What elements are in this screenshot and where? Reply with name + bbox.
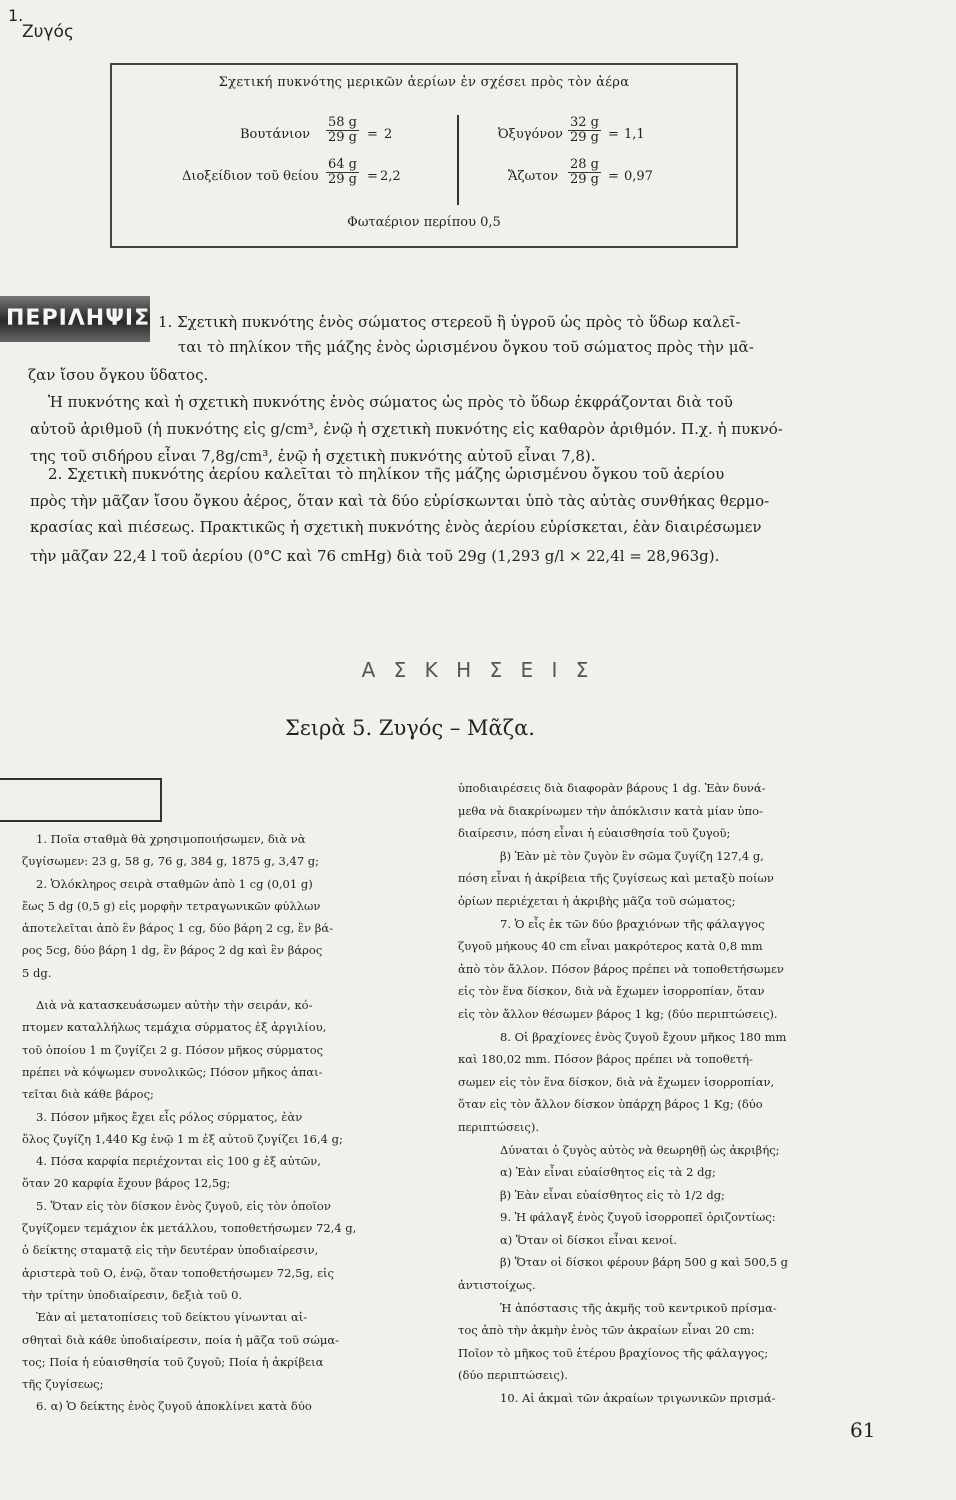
text-line: α) Ἐὰν εἶναι εὐαίσθητος εἰς τὰ 2 dg;: [500, 1165, 716, 1180]
fraction-numerator: 28 g: [570, 157, 599, 172]
page-number: 61: [850, 1418, 876, 1442]
text-line: ζυγίζομεν τεμάχιον ἐκ μετάλλου, τοποθετήσωμεν 72,4 g,: [22, 1221, 357, 1236]
section-number: 1.: [8, 6, 24, 25]
text-line: τῆς ζυγίσεως;: [22, 1377, 104, 1392]
text-line: 6. α) Ὁ δείκτης ἑνὸς ζυγοῦ ἀποκλίνει κατὰ δύο: [36, 1399, 312, 1414]
right-column: [458, 777, 788, 1410]
text-line: σθηταὶ διὰ κάθε ὑποδιαίρεσιν, ποία ἡ μᾶζα τοῦ σώμα-: [22, 1332, 339, 1347]
text-line: 7. Ὁ εἷς ἐκ τῶν δύο βραχιόνων τῆς φάλαγγος: [500, 916, 765, 931]
table-value: 2,2: [380, 169, 401, 184]
table-gas-name: Ἄζωτον: [508, 169, 559, 184]
text-line: τεῖται διὰ κάθε βάρος;: [22, 1087, 154, 1102]
summary-line: κρασίας καὶ πιέσεως. Πρακτικῶς ἡ σχετικὴ πυκνότης ἑνὸς ἀερίου εὑρίσκεται, ἐὰν διαιρέσωμεν: [30, 518, 762, 536]
density-table: [110, 63, 738, 248]
text-line: τοῦ ὁποίου 1 m ζυγίζει 2 g. Πόσον μῆκος σύρματος: [22, 1042, 324, 1057]
text-line: πόση εἶναι ἡ ἀκρίβεια τῆς ζυγίσεως καὶ μεταξὺ ποίων: [458, 871, 774, 886]
text-line: ζυγίσωμεν: 23 g, 58 g, 76 g, 384 g, 1875 g, 3,47 g;: [22, 854, 320, 869]
text-line: πρέπει νὰ κόψωμεν συνολικῶς; Πόσον μῆκος ἀπαι-: [22, 1064, 323, 1079]
table-fraction: [568, 116, 601, 145]
fraction-denominator: 29 g: [328, 130, 357, 145]
text-line: 8. Οἱ βραχίονες ἑνὸς ζυγοῦ ἔχουν μῆκος 180 mm: [500, 1029, 787, 1044]
fraction-numerator: 64 g: [328, 157, 357, 172]
text-line: 5. Ὅταν εἰς τὸν δίσκον ἑνὸς ζυγοῦ, εἰς τὸν ὁποῖον: [36, 1198, 331, 1213]
text-line: β) Ἐὰν μὲ τὸν ζυγὸν ἓν σῶμα ζυγίζη 127,4 g,: [500, 848, 764, 863]
text-line: Ἐὰν αἱ μετατοπίσεις τοῦ δείκτου γίνωνται αἰ-: [36, 1310, 308, 1325]
text-line: 1. Ποῖα σταθμὰ θὰ χρησιμοποιήσωμεν, διὰ νὰ: [36, 832, 306, 846]
table-value: 0,97: [624, 169, 653, 184]
text-line: ἀπὸ τὸν ἄλλον. Πόσον βάρος πρέπει νὰ τοποθετήσωμεν: [458, 961, 784, 976]
summary-line: 2. Σχετικὴ πυκνότης ἀερίου καλεῖται τὸ πηλίκον τῆς μάζης ὡρισμένου ὄγκου τοῦ ἀερίου: [48, 465, 725, 483]
table-divider: [457, 115, 459, 205]
table-gas-name: Ὀξυγόνον: [498, 127, 563, 142]
text-line: πτομεν καταλλήλως τεμάχια σύρματος ἐξ ἀργιλίου,: [22, 1020, 327, 1035]
table-gas-name: Διοξείδιον τοῦ θείου: [182, 169, 319, 184]
text-line: 9. Ἡ φάλαγξ ἑνὸς ζυγοῦ ἰσορροπεῖ ὁριζοντίως:: [500, 1210, 776, 1225]
section-title: Ζυγός: [22, 22, 74, 42]
table-value: 2: [384, 127, 393, 142]
left-column: [22, 828, 356, 1418]
table-gas-name: Βουτάνιον: [240, 127, 310, 142]
text-line: α) Ὅταν οἱ δίσκοι εἶναι κενοί.: [500, 1232, 678, 1247]
text-line: μεθα νὰ διακρίνωμεν τὴν ἀπόκλισιν κατὰ μίαν ὑπο-: [458, 803, 763, 818]
text-line: (δύο περιπτώσεις).: [458, 1368, 568, 1383]
table-title: Σχετική πυκνότης μερικῶν ἀερίων ἐν σχέσει πρὸς τὸν ἀέρα: [218, 75, 630, 90]
text-line: ἀντιστοίχως.: [458, 1278, 536, 1293]
text-line: ζυγοῦ μήκους 40 cm εἶναι μακρότερος κατὰ 0,8 mm: [458, 939, 763, 954]
summary-line: ζαν ἴσου ὄγκου ὕδατος.: [28, 366, 209, 384]
text-line: ὅταν εἰς τὸν ἄλλον δίσκον ὑπάρχη βάρος 1 Kg; (δύο: [458, 1097, 763, 1112]
table-fraction: [568, 158, 601, 187]
summary-line: ται τὸ πηλίκον τῆς μάζης ἑνὸς ὡρισμένου ὄγκου τοῦ σώματος πρὸς τὴν μᾶ-: [178, 338, 754, 356]
summary-banner: ΠΕΡΙΛΗΨΙΣ: [0, 296, 150, 342]
summary-line: της τοῦ σιδήρου εἶναι 7,8g/cm³, ἐνῷ ἡ σχετικὴ πυκνότης αὐτοῦ εἶναι 7,8).: [30, 447, 596, 465]
text-line: Διὰ νὰ κατασκευάσωμεν αὐτὴν τὴν σειράν, κό-: [36, 998, 313, 1013]
summary-line: πρὸς τὴν μᾶζαν ἴσου ὄγκου ἀέρος, ὅταν καὶ τὰ δύο εὑρίσκωνται ὑπὸ τὰς αὐτὰς συνθήκας θερμο-: [30, 492, 770, 510]
text-line: 5 dg.: [22, 965, 52, 980]
section-box: [0, 778, 162, 822]
fraction-numerator: 58 g: [328, 115, 357, 130]
table-fraction: [326, 116, 359, 145]
equals-sign: =: [608, 169, 619, 184]
summary-line: Ἡ πυκνότης καὶ ἡ σχετικὴ πυκνότης ἑνὸς σώματος ὡς πρὸς τὸ ὕδωρ ἐκφράζονται διὰ τοῦ: [48, 393, 733, 411]
equals-sign: =: [367, 169, 378, 184]
text-line: 2. Ὁλόκληρος σειρὰ σταθμῶν ἀπὸ 1 cg (0,01 g): [36, 876, 313, 891]
table-footer: Φωταέριον περίπου 0,5: [347, 215, 501, 230]
text-line: ὁ δείκτης σταματᾷ εἰς τὴν δευτέραν ὑποδιαίρεσιν,: [22, 1243, 319, 1258]
summary-line: αὐτοῦ ἀριθμοῦ (ἡ πυκνότης εἰς g/cm³, ἐνῷ ἡ σχετικὴ πυκνότης εἰς καθαρὸν ἀριθμόν. Π.χ. ἡ πυκνό-: [30, 420, 783, 438]
text-line: ἀριστερὰ τοῦ Ο, ἐνῷ, ὅταν τοποθετήσωμεν 72,5g, εἰς: [22, 1265, 334, 1280]
table-fraction: [326, 158, 359, 187]
text-line: Ἡ ἀπόστασις τῆς ἀκμῆς τοῦ κεντρικοῦ πρίσμα-: [500, 1300, 777, 1315]
text-line: Δύναται ὁ ζυγὸς αὐτὸς νὰ θεωρηθῇ ὡς ἀκριβής;: [500, 1142, 780, 1157]
text-line: εἰς τὸν ἕνα δίσκον, διὰ νὰ ἔχωμεν ἰσορροπίαν, ὅταν: [458, 984, 765, 999]
text-line: καὶ 180,02 mm. Πόσον βάρος πρέπει νὰ τοποθετή-: [458, 1052, 753, 1067]
text-line: ὁρίων περιέχεται ἡ ἀκριβὴς μᾶζα τοῦ σώματος;: [458, 893, 736, 908]
summary-line: τὴν μᾶζαν 22,4 l τοῦ ἀερίου (0°C καὶ 76 cmHg) διὰ τοῦ 29g (1,293 g/l × 22,4l = 28,963g).: [30, 547, 720, 565]
text-line: ὅλος ζυγίζη 1,440 Kg ἐνῷ 1 m ἐξ αὐτοῦ ζυγίζει 16,4 g;: [22, 1131, 343, 1146]
text-line: διαίρεσιν, πόση εἶναι ἡ εὐαισθησία τοῦ ζυγοῦ;: [458, 826, 731, 841]
text-line: ἀποτελεῖται ἀπὸ ἓν βάρος 1 cg, δύο βάρη 2 cg, ἓν βά-: [22, 921, 334, 936]
fraction-denominator: 29 g: [570, 172, 599, 187]
text-line: ἕως 5 dg (0,5 g) εἰς μορφὴν τετραγωνικῶν φύλλων: [22, 898, 321, 913]
text-line: ὑποδιαιρέσεις διὰ διαφορὰν βάρους 1 dg. Ἐὰν δυνά-: [458, 781, 766, 795]
table-value: 1,1: [624, 127, 645, 142]
text-line: τος; Ποία ἡ εὐαισθησία τοῦ ζυγοῦ; Ποία ἡ ἀκρίβεια: [22, 1354, 324, 1369]
text-line: 10. Αἱ ἀκμαὶ τῶν ἀκραίων τριγωνικῶν πρισμά-: [500, 1391, 776, 1406]
text-line: τὴν τρίτην ὑποδιαίρεσιν, δεξιὰ τοῦ 0.: [22, 1287, 243, 1302]
text-line: 3. Πόσον μῆκος ἔχει εἷς ρόλος σύρματος, ἐὰν: [36, 1109, 303, 1124]
summary-line: 1. Σχετικὴ πυκνότης ἑνὸς σώματος στερεοῦ ἢ ὑγροῦ ὡς πρὸς τὸ ὕδωρ καλεῖ-: [158, 313, 741, 331]
series-title: Σειρὰ 5. Ζυγός – Μᾶζα.: [285, 716, 535, 740]
text-line: 4. Πόσα καρφία περιέχονται εἰς 100 g ἐξ αὐτῶν,: [36, 1154, 321, 1169]
text-line: περιπτώσεις).: [458, 1119, 539, 1134]
exercises-title: Α Σ Κ Η Σ Ε Ι Σ: [361, 658, 595, 682]
text-line: β) Ἐὰν εἶναι εὐαίσθητος εἰς τὸ 1/2 dg;: [500, 1187, 725, 1202]
equals-sign: =: [608, 127, 619, 142]
text-line: ρος 5cg, δύο βάρη 1 dg, ἓν βάρος 2 dg καὶ ἓν βάρος: [22, 943, 323, 958]
fraction-denominator: 29 g: [328, 172, 357, 187]
text-line: ὅταν 20 καρφία ἔχουν βάρος 12,5g;: [22, 1176, 231, 1191]
text-line: β) Ὅταν οἱ δίσκοι φέρουν βάρη 500 g καὶ 500,5 g: [500, 1255, 789, 1270]
equals-sign: =: [367, 127, 378, 142]
text-line: Ποῖον τὸ μῆκος τοῦ ἑτέρου βραχίονος τῆς φάλαγγος;: [458, 1345, 769, 1360]
text-line: σωμεν εἰς τὸν ἕνα δίσκον, διὰ νὰ ἔχωμεν ἰσορροπίαν,: [458, 1074, 775, 1089]
text-line: τος ἀπὸ τὴν ἀκμὴν ἑνὸς τῶν ἀκραίων εἶναι 20 cm:: [458, 1323, 755, 1338]
fraction-numerator: 32 g: [570, 115, 599, 130]
fraction-denominator: 29 g: [570, 130, 599, 145]
text-line: εἰς τὸν ἄλλον θέσωμεν βάρος 1 kg; (δύο περιπτώσεις).: [458, 1006, 778, 1021]
